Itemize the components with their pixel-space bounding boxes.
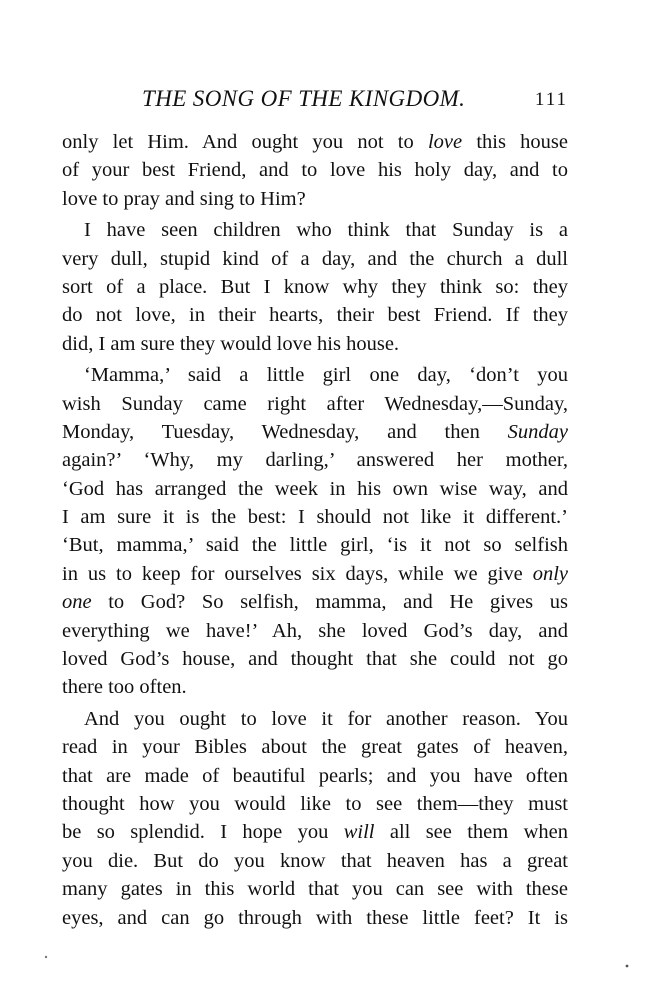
- emphasis: love: [427, 131, 463, 153]
- text-line: ‘God has arranged the week in his own wise way, and: [62, 477, 568, 500]
- text-line: everything we have!’ Ah, she loved God’s day, and: [62, 619, 568, 642]
- text-line: very dull, stupid kind of a day, and the church a dull: [62, 247, 568, 270]
- text-line: that are made of beautiful pearls; and you have often: [62, 764, 568, 787]
- text-line: I am sure it is the best: I should not like it different.’: [62, 506, 568, 529]
- text-line: Monday, Tuesday, Wednesday, and then Sunday: [62, 420, 568, 443]
- emphasis: will: [343, 821, 375, 844]
- text-line: of your best Friend, and to love his holy day, and to: [62, 159, 568, 182]
- text-line: love to pray and sing to Him?: [62, 187, 306, 210]
- text-line: eyes, and can go through with these little feet? It is: [62, 906, 568, 929]
- text-line: many gates in this world that you can see with these: [62, 878, 568, 901]
- emphasis: only: [532, 562, 568, 585]
- text-line: you die. But do you know that heaven has a great: [62, 849, 568, 872]
- emphasis: Sunday: [507, 420, 568, 443]
- text-line: ‘But, mamma,’ said the little girl, ‘is it not so selfish: [62, 534, 568, 557]
- text-line: again?’ ‘Why, my darling,’ answered her mother,: [62, 449, 568, 472]
- text-line: loved God’s house, and thought that she could not go: [62, 648, 568, 671]
- text-line: did, I am sure they would love his house.: [62, 332, 400, 355]
- running-title: THE SONG OF THE KINGDOM.: [142, 86, 466, 111]
- body-text: [62, 128, 568, 932]
- text-line: one to God? So selfish, mamma, and He gives us: [62, 591, 568, 614]
- text-line: And you ought to love it for another reason. You: [84, 707, 568, 730]
- emphasis: one: [62, 591, 92, 614]
- text-line: in us to keep for ourselves six days, while we give only: [62, 562, 568, 585]
- text-line: ‘Mamma,’ said a little girl one day, ‘don’t you: [84, 364, 568, 387]
- text-line: be so splendid. I hope you will all see them when: [62, 821, 568, 844]
- text-line: there too often.: [62, 676, 187, 699]
- page-number: 111: [534, 89, 568, 110]
- text-line: thought how you would like to see them—they must: [62, 792, 568, 815]
- text-line: I have seen children who think that Sunday is a: [84, 219, 568, 242]
- text-line: only let Him. And ought you not to love this house: [62, 131, 568, 153]
- text-line: sort of a place. But I know why they think so: they: [62, 275, 568, 298]
- text-line: wish Sunday came right after Wednesday,—Sunday,: [62, 392, 568, 415]
- text-line: read in your Bibles about the great gates of heaven,: [62, 736, 568, 759]
- text-line: do not love, in their hearts, their best Friend. If they: [62, 304, 568, 327]
- page-header: [60, 86, 568, 118]
